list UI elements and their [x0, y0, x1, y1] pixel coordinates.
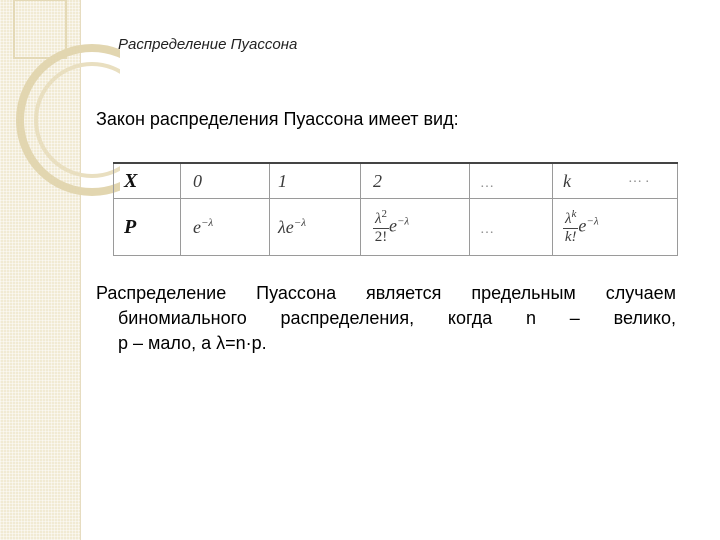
table-row-x: [114, 163, 678, 199]
table-row-p: [114, 199, 678, 256]
table-cell: 2: [361, 163, 470, 199]
outro-line-3: p – мало, а λ=n·p.: [118, 333, 267, 353]
outro-line-2: биномиального распределения, когда n – велико,: [118, 308, 676, 328]
intro-text: Закон распределения Пуассона имеет вид:: [96, 109, 459, 129]
outro-line-1: Распределение Пуассона является предельным случаем: [96, 283, 676, 303]
slide-title: Распределение Пуассона: [118, 36, 298, 53]
fraction-lambda-k: $\frac{\lambda^k}{k!}$: [564, 207, 577, 245]
fraction-lambda-squared: $\frac{\lambda^2}{2!}$: [374, 207, 388, 245]
table-cell: …: [470, 199, 553, 256]
table-cell: k … .: [553, 163, 678, 199]
table-cell: $\frac{\lambda^2}{2!}$ $e^{-\lambda}$: [361, 199, 470, 256]
table-cell: $e^{-\lambda}$: [181, 199, 270, 256]
table-cell: 1: [270, 163, 361, 199]
table-cell: $\frac{\lambda^k}{k!}$ $e^{-\lambda}$: [553, 199, 678, 256]
row-label-x: X: [114, 163, 181, 199]
table-cell: …: [470, 163, 553, 199]
table-cell: $\lambda e^{-\lambda}$: [270, 199, 361, 256]
distribution-table: [113, 162, 678, 256]
table-cell: 0: [181, 163, 270, 199]
decorative-frame: [14, 0, 66, 58]
row-label-p: P: [114, 199, 181, 256]
outro-paragraph: [96, 281, 676, 356]
decorative-rings: [0, 0, 120, 200]
